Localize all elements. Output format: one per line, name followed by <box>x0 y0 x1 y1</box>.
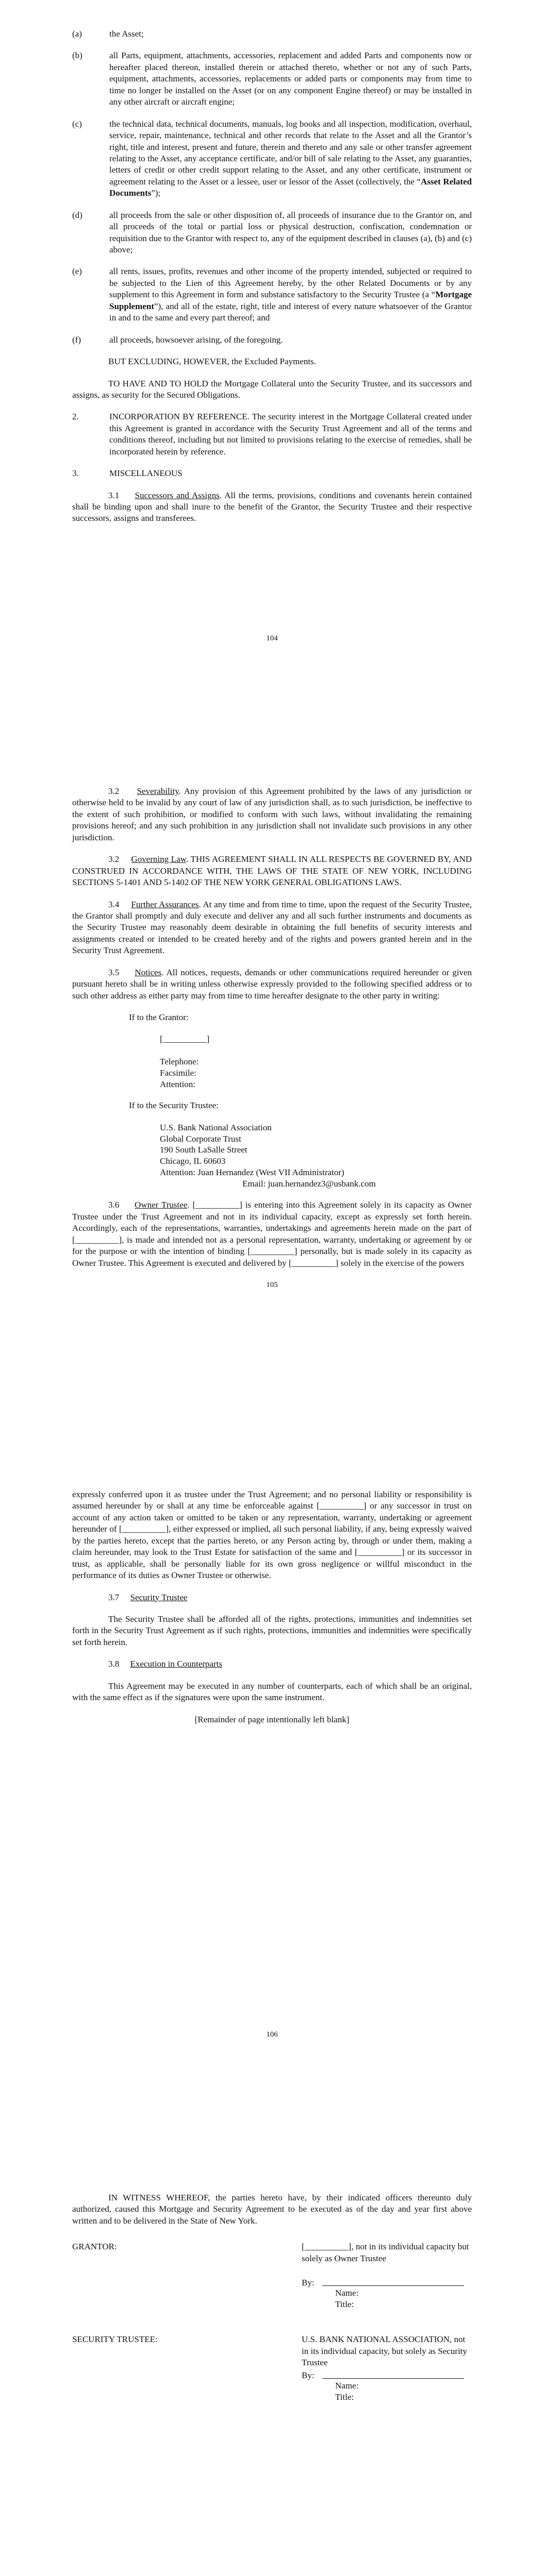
trustee-signature-block <box>72 2334 472 2370</box>
section-2: 2. INCORPORATION BY REFERENCE. The security interest in the Mortgage Collateral created under this Agreement is granted in accordance with the Security Trust Agreement and all of the terms and conditions thereof, including but not limited to provisions relating to the exercise of remedies, shall be incorporated herein by reference. <box>72 412 472 456</box>
trustee-notice-label: If to the Security Trustee: <box>129 1100 219 1111</box>
document-page-106 <box>0 1406 544 2110</box>
remainder-blank-note: [Remainder of page intentionally left blank] <box>194 1714 350 1724</box>
signature-line <box>322 2285 464 2286</box>
list-item: (e) all rents, issues, profits, revenues and other income of the property intended, subjected or required to be subjected to the Lien of this Agreement hereby, by the other Related Documents or by any supplement to this Agreement in form and substance satisfactory to the Security Trustee (a “Mortgage Supplement”), and all of the estate, right, title and interest of every nature whatsoever of the Grantor in and to the same and every part thereof; and <box>72 266 472 323</box>
collateral-list <box>72 28 472 346</box>
grantor-signature-block <box>72 2241 472 2277</box>
trustee-by-block: By: Name: Title: <box>72 2370 472 2427</box>
section-3-4: 3.4 Further Assurances. At any time and from time to time, upon the request of the Security Trustee, the Grantor shall promptly and duly execute and deliver any and all such further instruments and documents as the Security Trustee may reasonably deem desirable in obtaining the full benefits of security interests and assignments created or intended to be created hereby and of the rights and powers granted herein and in the Security Trust Agreement. <box>72 899 472 956</box>
list-item: (c) the technical data, technical documents, manuals, log books and all inspection, modification, overhaul, service, repair, maintenance, technical and other records that relate to the Asset and all the Grantor’s right, title and interest, present and future, therein and thereto and any sale or other transfer agreement relating to the Asset, any acceptance certificate, and/or bill of sale relating to the Asset, any guaranties, letters of credit or other credit support relating to the Asset, and any other certificate, instrument or agreement relating to the Asset or a lessee, user or lessor of the Asset (collectively, the “Asset Related Documents”); <box>72 118 472 198</box>
section-3-2-severability: 3.2 Severability. Any provision of this Agreement prohibited by the laws of any jurisdiction or otherwise held to be invalid by any court of law of any jurisdiction shall, as to such jurisdiction, be ineffective to the extent of such prohibition, or modified to conform with such laws, without invalidating the remaining provisions hereof; and any such prohibition in any jurisdiction shall not invalidate such provisions in any other jurisdiction. <box>72 786 472 842</box>
trustee-notice-address: U.S. Bank National Association Global Corporate Trust 190 South LaSalle Street Chicago, IL 60603 Attention: Juan Hernandez (West VII Administrator) Email: juan.hernandez3@usbank.com <box>160 1122 376 1189</box>
list-item: (a) the Asset; <box>72 29 144 39</box>
witness-paragraph: IN WITNESS WHEREOF, the parties hereto have, by their indicated officers thereunto duly authorized, caused this Mortgage and Security Agreement to be executed as of the day and year first above written and to be delivered in the State of New York. <box>72 2193 472 2226</box>
document-page-105 <box>0 703 544 1406</box>
section-3-7-body: The Security Trustee shall be afforded all of the rights, protections, immunities and indemnities set forth in the Security Trust Agreement as if such rights, protections, immunities and indemnities were specifically set forth herein. <box>72 1614 472 1647</box>
grantor-notice-address: [__________] Telephone: Facsimile: Attention: <box>160 1034 210 1089</box>
section-3-8-heading: 3.8 Execution in Counterparts <box>108 1659 222 1669</box>
trustee-entity: U.S. BANK NATIONAL ASSOCIATION, not in its individual capacity, but solely as Security Trustee <box>302 2334 467 2368</box>
section-3-6: 3.6 Owner Trustee. [__________] is entering into this Agreement solely in its capacity as Owner Trustee under the Trust Agreement and not in its individual capacity, except as expressly set forth herein. Accordingly, each of the representations, warranties, undertakings and agreements herein made on the part of [__________], is made and intended not as a personal representation, warranty, undertaking or agreement by or for the purpose or with the intention of binding [__________] personally, but is made solely in its capacity as Owner Trustee. This Agreement is executed and delivered by [__________] solely in the exercise of the powers <box>72 1200 472 1268</box>
signature-line <box>322 2378 464 2379</box>
document-page-104 <box>0 0 544 703</box>
section-3-8-body: This Agreement may be executed in any number of counterparts, each of which shall be an original, with the same effect as if the signatures were upon the same instrument. <box>72 1681 472 1703</box>
section-3-6-continued: expressly conferred upon it as trustee under the Trust Agreement; and no personal liability or responsibility is assumed hereunder by or shall at any time be enforceable against [__________] or any successor in trust on account of any action taken or omitted to be taken or any representation, warranty, undertaking or agreement hereunder of [__________], either expressed or implied, all such personal liability, if any, being expressly waived by the parties hereto, except that the parties hereto, or any Person acting by, through or under them, making a claim hereunder, may look to the Trust Estate for satisfaction of the same and [__________] or its successor in trust, as applicable, shall be personally liable for its own gross negligence or willful misconduct in the performance of its duties as Owner Trustee or otherwise. <box>72 1489 472 1581</box>
grantor-label: GRANTOR: <box>72 2242 117 2252</box>
section-3-heading: 3. MISCELLANEOUS <box>72 468 183 479</box>
section-3-1: 3.1 Successors and Assigns. All the terms, provisions, conditions and covenants herein contained shall be binding upon and shall inure to the benefit of the Grantor, the Security Trustee and their respective successors, assigns and transferees. <box>72 490 472 523</box>
trustee-label: SECURITY TRUSTEE: <box>72 2334 158 2345</box>
list-item: (b) all Parts, equipment, attachments, accessories, replacement and added Parts and components now or hereafter placed thereon, installed therein or attached thereto, whether or not any of such Parts, equipment, attachments, accessories, replacements or added parts or components may from time to time no longer be installed on the Asset (or on any component Engine thereof) or may be installed in any other aircraft or aircraft engine; <box>72 50 472 107</box>
habendum-paragraph: TO HAVE AND TO HOLD the Mortgage Collateral unto the Security Trustee, and its successors and assigns, as security for the Secured Obligations. <box>72 378 472 400</box>
section-3-2-governing-law: 3.2 Governing Law. THIS AGREEMENT SHALL IN ALL RESPECTS BE GOVERNED BY, AND CONSTRUED IN ACCORDANCE WITH, THE LAWS OF THE STATE OF NEW YORK, INCLUDING SECTIONS 5-1401 AND 5-1402 OF THE NEW YORK GENERAL OBLIGATIONS LAWS. <box>72 854 472 888</box>
grantor-notice-label: If to the Grantor: <box>129 1012 189 1022</box>
grantor-entity: [__________], not in its individual capacity but solely as Owner Trustee <box>302 2242 469 2263</box>
grantor-by-block: By: Name: Title: <box>72 2277 472 2334</box>
page-number: 105 <box>266 1281 278 1289</box>
section-3-5: 3.5 Notices. All notices, requests, demands or other communications required hereunder or given pursuant hereto shall be in writing unless otherwise expressly provided to the following specified address or to such other address as either party may from time to time hereafter designate to the other party in writing: <box>72 967 472 1001</box>
page-number: 104 <box>266 634 278 642</box>
excluding-paragraph: BUT EXCLUDING, HOWEVER, the Excluded Payments. <box>108 357 316 367</box>
list-item: (f) all proceeds, howsoever arising, of the foregoing. <box>72 334 283 345</box>
document-page-107 <box>0 2110 544 2576</box>
page-number: 106 <box>266 2030 278 2039</box>
section-3-7-heading: 3.7 Security Trustee <box>108 1592 188 1602</box>
list-item: (d) all proceeds from the sale or other disposition of, all proceeds of insurance due to the Grantor on, and all proceeds of the total or partial loss or physical destruction, confiscation, condemnation or requisition due to the Grantor with respect to, any of the equipment described in clauses (a), (b) and (c) above; <box>72 210 472 255</box>
